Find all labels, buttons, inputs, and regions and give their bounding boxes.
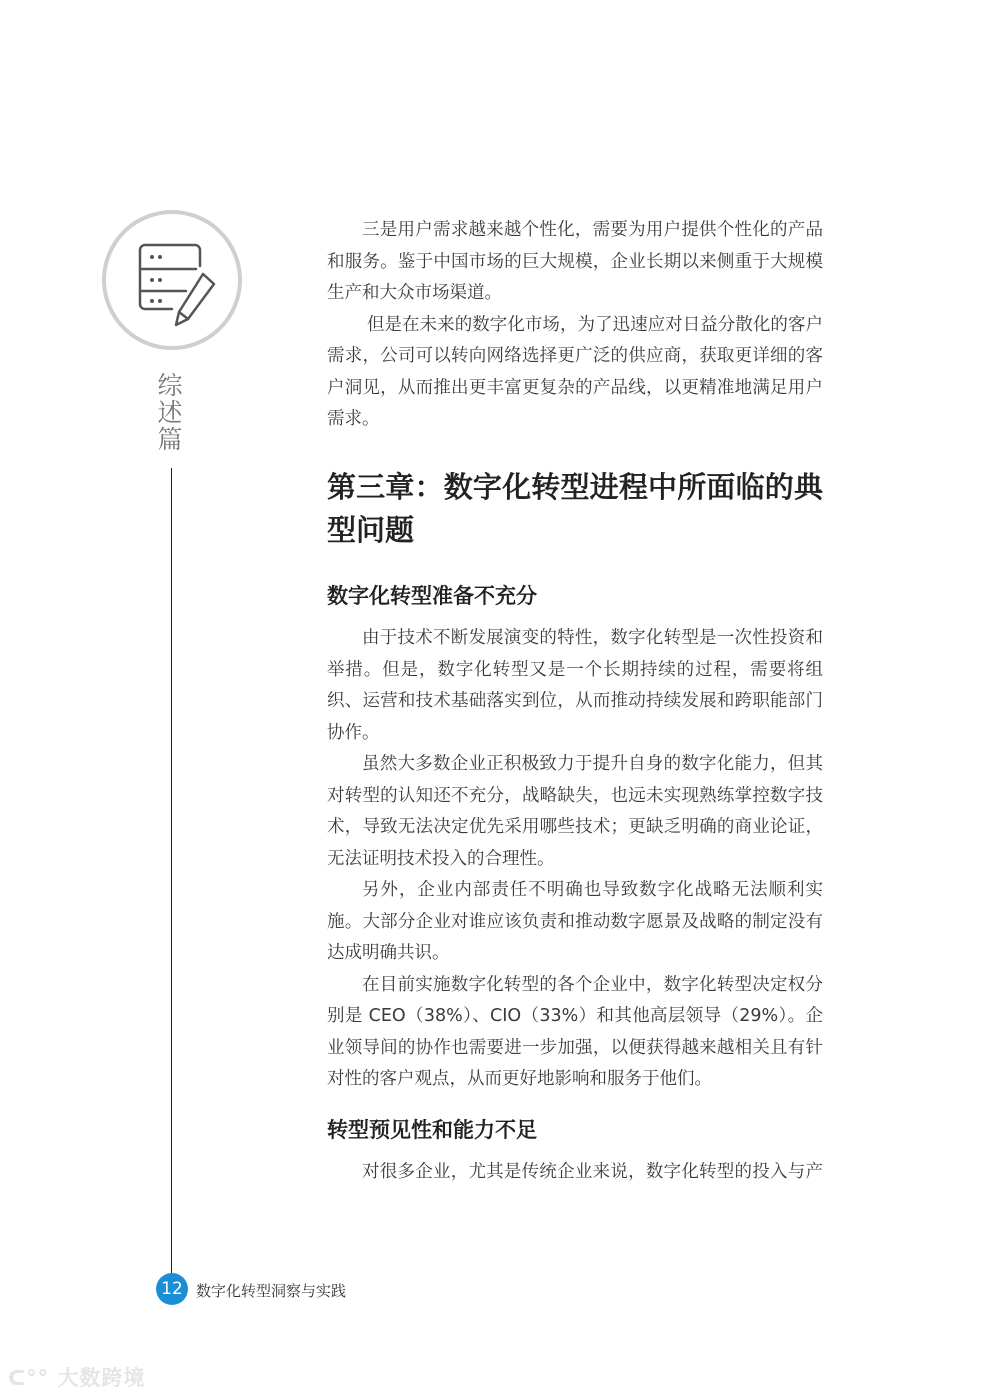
- text-line: 别是 CEO（38%）、CIO（33%）和其他高层领导（29%）。企: [327, 1006, 823, 1026]
- paragraph-4: [327, 749, 823, 875]
- section-heading: 数字化转型准备不充分: [327, 583, 537, 608]
- text-line: 对很多企业，尤其是传统企业来说，数字化转型的投入与产: [362, 1162, 823, 1182]
- document-edit-icon: [106, 214, 238, 346]
- text-line: 无法证明技术投入的合理性。: [327, 848, 555, 869]
- text-line: 需求，公司可以转向网络选择更广泛的供应商，获取更详细的客: [327, 346, 823, 366]
- watermark-logo-icon: ᑕ°°: [8, 1366, 58, 1390]
- text-line: 对转型的认知还不充分，战略缺失，也远未实现熟练掌控数字技: [327, 785, 823, 806]
- vertical-divider: [171, 468, 172, 1276]
- text-line: 但是在未来的数字化市场，为了迅速应对日益分散化的客户: [367, 314, 823, 335]
- section-title-char: 综: [157, 371, 183, 400]
- section-heading: 转型预见性和能力不足: [327, 1117, 537, 1142]
- chapter-title-line: 第三章：数字化转型进程中所面临的典: [327, 470, 823, 504]
- paragraph-1: [327, 215, 823, 310]
- section-title-vertical: [155, 372, 185, 453]
- paragraph-2: [327, 310, 823, 436]
- text-line: 对性的客户观点，从而更好地影响和服务于他们。: [327, 1069, 712, 1089]
- watermark-text: 大数跨境: [57, 1366, 146, 1390]
- paragraph-3: [327, 623, 823, 749]
- chapter-title: [327, 466, 823, 552]
- text-line: 协作。: [327, 722, 380, 743]
- text-line: 需求。: [327, 409, 380, 429]
- text-line: 三是用户需求越来越个性化，需要为用户提供个性化的产品: [362, 220, 823, 240]
- text-line: 在目前实施数字化转型的各个企业中，数字化转型决定权分: [362, 974, 823, 995]
- text-line: 由于技术不断发展演变的特性，数字化转型是一次性投资和: [362, 628, 823, 648]
- chapter-title-line: 型问题: [327, 513, 415, 547]
- text-line: 施。大部分企业对谁应该负责和推动数字愿景及战略的制定没有: [327, 911, 823, 932]
- watermark: [8, 1362, 145, 1392]
- book-title: 数字化转型洞察与实践: [196, 1282, 347, 1300]
- text-line: 虽然大多数企业正积极致力于提升自身的数字化能力，但其: [362, 754, 823, 774]
- section-icon-badge: [102, 210, 242, 350]
- text-line: 术，导致无法决定优先采用哪些技术；更缺乏明确的商业论证，: [327, 817, 823, 837]
- text-line: 户洞见，从而推出更丰富更复杂的产品线，以更精准地满足用户: [327, 377, 823, 398]
- text-line: 另外，企业内部责任不明确也导致数字化战略无法顺利实: [362, 880, 823, 900]
- text-line: 达成明确共识。: [327, 943, 450, 963]
- text-line: 生产和大众市场渠道。: [327, 283, 502, 303]
- section-title-char: 述: [157, 398, 183, 427]
- text-line: 和服务。鉴于中国市场的巨大规模，企业长期以来侧重于大规模: [327, 251, 823, 272]
- paragraph-7: [327, 1157, 823, 1189]
- page-number-badge: 12: [156, 1273, 188, 1305]
- paragraph-6: [327, 970, 823, 1096]
- text-line: 织、运营和技术基础落实到位，从而推动持续发展和跨职能部门: [327, 691, 823, 711]
- text-line: 业领导间的协作也需要进一步加强，以便获得越来越相关且有针: [327, 1037, 823, 1058]
- text-line: 举措。但是，数字化转型又是一个长期持续的过程，需要将组: [327, 659, 823, 680]
- paragraph-5: [327, 875, 823, 970]
- section-title-char: 篇: [157, 425, 183, 454]
